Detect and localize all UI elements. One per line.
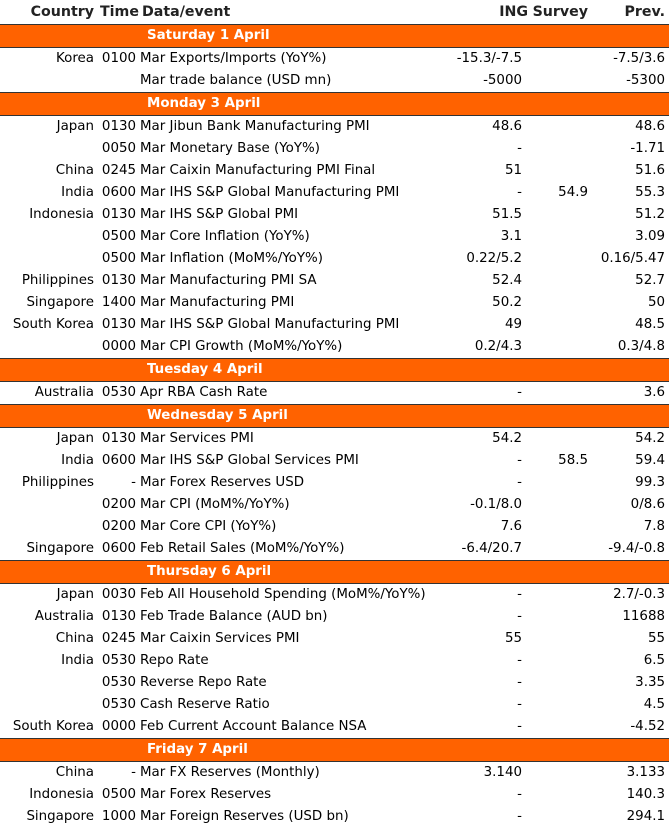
ing-cell: - [440,716,530,739]
country-cell: Singapore [0,806,98,828]
event-cell: Mar IHS S&P Global PMI [140,204,440,226]
survey-cell [530,204,592,226]
country-cell: South Korea [0,314,98,336]
country-cell: India [0,182,98,204]
event-cell: Reverse Repo Rate [140,672,440,694]
ing-cell: 51 [440,160,530,182]
header-row [0,0,669,25]
ing-cell: 48.6 [440,116,530,139]
country-cell: South Korea [0,716,98,739]
time-cell: - [98,762,140,785]
day-header-row [0,405,669,428]
ing-cell: - [440,382,530,405]
country-cell [0,494,98,516]
survey-cell [530,606,592,628]
prev-cell: 52.7 [592,270,669,292]
ing-cell: 3.1 [440,226,530,248]
table-row [0,138,669,160]
time-cell: 0030 [98,584,140,607]
event-cell: Feb Retail Sales (MoM%/YoY%) [140,538,440,561]
survey-cell [530,628,592,650]
event-cell: Mar Core Inflation (YoY%) [140,226,440,248]
day-label: Tuesday 4 April [0,359,669,382]
survey-cell [530,70,592,93]
ing-cell: 7.6 [440,516,530,538]
prev-cell: 294.1 [592,806,669,828]
time-cell: 0130 [98,606,140,628]
prev-cell: -9.4/-0.8 [592,538,669,561]
header-event: Data/event [140,0,440,25]
time-cell: 0100 [98,48,140,71]
ing-cell: 50.2 [440,292,530,314]
prev-cell: 3.35 [592,672,669,694]
time-cell: 0245 [98,160,140,182]
event-cell: Mar Monetary Base (YoY%) [140,138,440,160]
time-cell: 0130 [98,116,140,139]
ing-cell: 0.2/4.3 [440,336,530,359]
event-cell: Mar Services PMI [140,428,440,451]
time-cell: 0000 [98,716,140,739]
ing-cell: -6.4/20.7 [440,538,530,561]
country-cell: Australia [0,606,98,628]
prev-cell: 55 [592,628,669,650]
event-cell: Mar CPI Growth (MoM%/YoY%) [140,336,440,359]
prev-cell: 4.5 [592,694,669,716]
country-cell [0,248,98,270]
country-cell: Indonesia [0,784,98,806]
ing-cell: 55 [440,628,530,650]
country-cell: Indonesia [0,204,98,226]
country-cell: Singapore [0,538,98,561]
time-cell: 0200 [98,516,140,538]
time-cell: 0600 [98,450,140,472]
table-row [0,204,669,226]
table-row [0,650,669,672]
event-cell: Mar Exports/Imports (YoY%) [140,48,440,71]
event-cell: Mar Caixin Manufacturing PMI Final [140,160,440,182]
survey-cell [530,472,592,494]
day-label: Monday 3 April [0,93,669,116]
calendar-body [0,25,669,828]
survey-cell [530,248,592,270]
survey-cell [530,806,592,828]
table-row [0,716,669,739]
prev-cell: 0.3/4.8 [592,336,669,359]
event-cell: Mar Jibun Bank Manufacturing PMI [140,116,440,139]
country-cell [0,672,98,694]
prev-cell: 55.3 [592,182,669,204]
table-row [0,248,669,270]
time-cell: 0530 [98,694,140,716]
event-cell: Mar Core CPI (YoY%) [140,516,440,538]
country-cell: Philippines [0,270,98,292]
day-header-row [0,739,669,762]
ing-cell: - [440,784,530,806]
table-row [0,516,669,538]
event-cell: Mar FX Reserves (Monthly) [140,762,440,785]
prev-cell: 7.8 [592,516,669,538]
time-cell: 1400 [98,292,140,314]
day-header-row [0,25,669,48]
prev-cell: 54.2 [592,428,669,451]
country-cell [0,516,98,538]
country-cell [0,138,98,160]
table-row [0,450,669,472]
survey-cell [530,336,592,359]
ing-cell: 51.5 [440,204,530,226]
event-cell: Repo Rate [140,650,440,672]
table-row [0,494,669,516]
survey-cell [530,538,592,561]
survey-cell [530,762,592,785]
survey-cell [530,694,592,716]
prev-cell: 6.5 [592,650,669,672]
ing-cell: 49 [440,314,530,336]
country-cell: Japan [0,428,98,451]
day-label: Saturday 1 April [0,25,669,48]
table-row [0,606,669,628]
survey-cell [530,716,592,739]
table-row [0,182,669,204]
time-cell: 0130 [98,270,140,292]
time-cell: 0500 [98,226,140,248]
survey-cell [530,292,592,314]
country-cell: China [0,762,98,785]
ing-cell: 52.4 [440,270,530,292]
time-cell: 0130 [98,314,140,336]
event-cell: Mar IHS S&P Global Manufacturing PMI [140,182,440,204]
day-label: Friday 7 April [0,739,669,762]
event-cell: Mar Forex Reserves USD [140,472,440,494]
table-row [0,806,669,828]
ing-cell: -15.3/-7.5 [440,48,530,71]
survey-cell [530,226,592,248]
time-cell: 0245 [98,628,140,650]
country-cell [0,694,98,716]
survey-cell [530,428,592,451]
table-row [0,762,669,785]
table-row [0,116,669,139]
ing-cell: 0.22/5.2 [440,248,530,270]
ing-cell: - [440,450,530,472]
event-cell: Mar Manufacturing PMI SA [140,270,440,292]
table-row [0,70,669,93]
country-cell: Korea [0,48,98,71]
ing-cell: - [440,182,530,204]
survey-cell [530,672,592,694]
survey-cell [530,494,592,516]
header-prev: Prev. [592,0,669,25]
table-row [0,672,669,694]
country-cell: China [0,160,98,182]
time-cell: 0000 [98,336,140,359]
time-cell [98,70,140,93]
time-cell: 0130 [98,204,140,226]
table-row [0,270,669,292]
table-row [0,472,669,494]
time-cell: 0500 [98,248,140,270]
country-cell: Japan [0,584,98,607]
table-row [0,314,669,336]
day-label: Thursday 6 April [0,561,669,584]
header-time: Time [98,0,140,25]
table-row [0,336,669,359]
survey-cell [530,516,592,538]
table-row [0,226,669,248]
country-cell [0,226,98,248]
time-cell: 0130 [98,428,140,451]
ing-cell: - [440,606,530,628]
ing-cell: - [440,584,530,607]
time-cell: 0600 [98,182,140,204]
table-row [0,628,669,650]
prev-cell: 51.2 [592,204,669,226]
prev-cell: 48.5 [592,314,669,336]
time-cell: 1000 [98,806,140,828]
time-cell: 0500 [98,784,140,806]
table-row [0,694,669,716]
prev-cell: 51.6 [592,160,669,182]
header-ing: ING [440,0,530,25]
day-header-row [0,93,669,116]
event-cell: Mar trade balance (USD mn) [140,70,440,93]
table-row [0,292,669,314]
survey-cell: 54.9 [530,182,592,204]
prev-cell: 2.7/-0.3 [592,584,669,607]
country-cell: China [0,628,98,650]
header-survey: Survey [530,0,592,25]
survey-cell [530,382,592,405]
header-country: Country [0,0,98,25]
event-cell: Cash Reserve Ratio [140,694,440,716]
event-cell: Mar IHS S&P Global Services PMI [140,450,440,472]
prev-cell: -1.71 [592,138,669,160]
survey-cell [530,314,592,336]
prev-cell: 59.4 [592,450,669,472]
day-header-row [0,359,669,382]
time-cell: 0050 [98,138,140,160]
table-row [0,538,669,561]
event-cell: Feb All Household Spending (MoM%/YoY%) [140,584,440,607]
country-cell [0,70,98,93]
time-cell: 0530 [98,650,140,672]
event-cell: Mar Foreign Reserves (USD bn) [140,806,440,828]
survey-cell [530,116,592,139]
ing-cell: -5000 [440,70,530,93]
time-cell: - [98,472,140,494]
survey-cell [530,138,592,160]
event-cell: Mar Forex Reserves [140,784,440,806]
prev-cell: -7.5/3.6 [592,48,669,71]
table-row [0,584,669,607]
country-cell: Singapore [0,292,98,314]
ing-cell: - [440,694,530,716]
survey-cell [530,48,592,71]
prev-cell: 11688 [592,606,669,628]
day-header-row [0,561,669,584]
prev-cell: 48.6 [592,116,669,139]
prev-cell: -5300 [592,70,669,93]
country-cell [0,336,98,359]
country-cell: Philippines [0,472,98,494]
event-cell: Feb Current Account Balance NSA [140,716,440,739]
event-cell: Feb Trade Balance (AUD bn) [140,606,440,628]
country-cell: India [0,650,98,672]
country-cell: India [0,450,98,472]
survey-cell [530,650,592,672]
prev-cell: -4.52 [592,716,669,739]
ing-cell: - [440,472,530,494]
ing-cell: - [440,650,530,672]
time-cell: 0600 [98,538,140,561]
prev-cell: 3.133 [592,762,669,785]
survey-cell [530,784,592,806]
event-cell: Mar IHS S&P Global Manufacturing PMI [140,314,440,336]
table-row [0,784,669,806]
time-cell: 0530 [98,382,140,405]
day-label: Wednesday 5 April [0,405,669,428]
event-cell: Mar Manufacturing PMI [140,292,440,314]
table-row [0,382,669,405]
ing-cell: -0.1/8.0 [440,494,530,516]
table-row [0,160,669,182]
prev-cell: 50 [592,292,669,314]
time-cell: 0200 [98,494,140,516]
event-cell: Mar CPI (MoM%/YoY%) [140,494,440,516]
survey-cell [530,584,592,607]
country-cell: Australia [0,382,98,405]
ing-cell: - [440,672,530,694]
ing-cell: - [440,138,530,160]
event-cell: Apr RBA Cash Rate [140,382,440,405]
prev-cell: 0.16/5.47 [592,248,669,270]
time-cell: 0530 [98,672,140,694]
table-row [0,48,669,71]
prev-cell: 3.09 [592,226,669,248]
survey-cell: 58.5 [530,450,592,472]
survey-cell [530,270,592,292]
event-cell: Mar Caixin Services PMI [140,628,440,650]
survey-cell [530,160,592,182]
event-cell: Mar Inflation (MoM%/YoY%) [140,248,440,270]
ing-cell: - [440,806,530,828]
ing-cell: 3.140 [440,762,530,785]
prev-cell: 140.3 [592,784,669,806]
prev-cell: 0/8.6 [592,494,669,516]
table-row [0,428,669,451]
country-cell: Japan [0,116,98,139]
ing-cell: 54.2 [440,428,530,451]
prev-cell: 99.3 [592,472,669,494]
prev-cell: 3.6 [592,382,669,405]
